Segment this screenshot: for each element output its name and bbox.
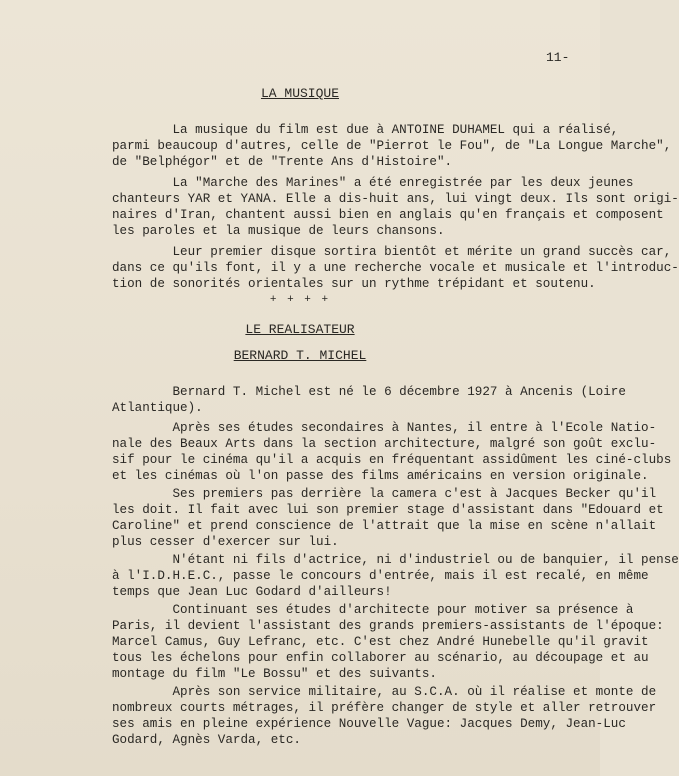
text-line: plus cesser d'exercer sur lui. (112, 535, 339, 549)
text-line: chanteurs YAR et YANA. Elle a dis-huit ans, lui vingt deux. Ils sont origi- (112, 192, 679, 206)
paragraph (112, 384, 626, 416)
text-line: Paris, il devient l'assistant des grands premiers-assistants de l'époque: (112, 619, 664, 633)
text-line: les doit. Il fait avec lui son premier stage d'assistant dans "Edouard et (112, 503, 664, 517)
text-line: sif pour le cinéma qu'il a acquis en fréquentant assidûment les ciné-clubs (112, 453, 672, 467)
text-line: Continuant ses études d'architecte pour motiver sa présence à (112, 603, 634, 617)
paragraph (112, 552, 679, 600)
text-line: de "Belphégor" et de "Trente Ans d'Histoire". (112, 155, 453, 169)
text-line: Bernard T. Michel est né le 6 décembre 1927 à Ancenis (Loire (112, 385, 626, 399)
text-line: Marcel Camus, Guy Lefranc, etc. C'est chez André Hunebelle qu'il gravit (112, 635, 649, 649)
text-line: parmi beaucoup d'autres, celle de "Pierrot le Fou", de "La Longue Marche", (112, 139, 672, 153)
text-line: Leur premier disque sortira bientôt et mérite un grand succès car, (112, 245, 672, 259)
text-line: La musique du film est due à ANTOINE DUHAMEL qui a réalisé, (112, 123, 619, 137)
text-line: Caroline" et prend conscience de l'attrait que la mise en scène n'allait (112, 519, 657, 533)
page-number: 11- (546, 50, 570, 65)
paragraph (112, 684, 657, 748)
text-line: Après son service militaire, au S.C.A. où il réalise et monte de (112, 685, 657, 699)
section-heading-director: LE REALISATEUR (245, 322, 355, 337)
text-line: nale des Beaux Arts dans la section architecture, malgré son goût exclu- (112, 437, 657, 451)
paragraph (112, 486, 664, 550)
text-line: dans ce qu'ils font, il y a une recherche vocale et musicale et l'introduc- (112, 261, 679, 275)
section-heading-music: LA MUSIQUE (260, 86, 339, 101)
paragraph (112, 244, 679, 292)
text-line: Godard, Agnès Varda, etc. (112, 733, 301, 747)
text-line: Après ses études secondaires à Nantes, il entre à l'Ecole Natio- (112, 421, 657, 435)
text-line: N'étant ni fils d'actrice, ni d'industriel ou de banquier, il pense (112, 553, 679, 567)
paragraph (112, 122, 672, 170)
text-line: à l'I.D.H.E.C., passe le concours d'entrée, mais il est recalé, en même (112, 569, 649, 583)
text-line: ses amis en pleine expérience Nouvelle Vague: Jacques Demy, Jean-Luc (112, 717, 626, 731)
text-line: temps que Jean Luc Godard d'ailleurs! (112, 585, 392, 599)
text-line: La "Marche des Marines" a été enregistrée par les deux jeunes (112, 176, 634, 190)
text-line: tion de sonorités orientales sur un rythme trépidant et soutenu. (112, 277, 596, 291)
text-line: montage du film "Le Bossu" et des suivants. (112, 667, 437, 681)
paragraph (112, 175, 679, 239)
paragraph (112, 602, 664, 682)
director-name-heading: BERNARD T. MICHEL (233, 348, 367, 363)
text-line: et les cinémas où l'on passe des films américains en version originale. (112, 469, 649, 483)
text-line: Atlantique). (112, 401, 203, 415)
section-separator: + + + + (269, 294, 331, 306)
text-line: les paroles et la musique de leurs chansons. (112, 224, 445, 238)
text-line: naires d'Iran, chantent aussi bien en anglais qu'en français et composent (112, 208, 664, 222)
paragraph (112, 420, 672, 484)
text-line: Ses premiers pas derrière la camera c'est à Jacques Becker qu'il (112, 487, 657, 501)
text-line: nombreux courts métrages, il préfère changer de style et aller retrouver (112, 701, 657, 715)
text-line: tous les échelons pour enfin collaborer au scénario, au découpage et au (112, 651, 649, 665)
